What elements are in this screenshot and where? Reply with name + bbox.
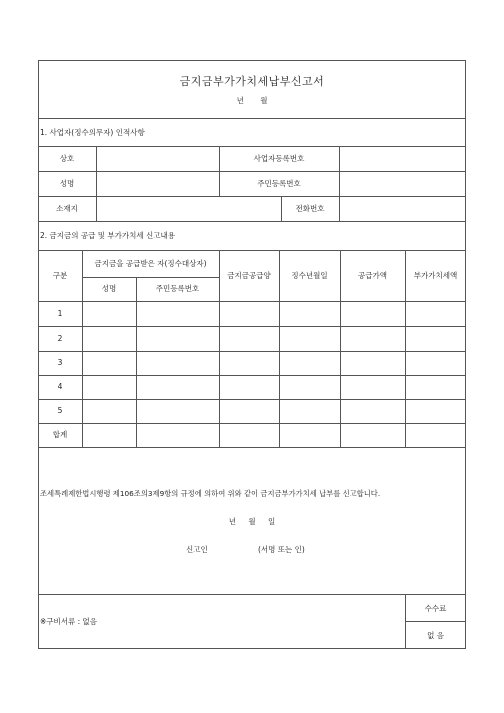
divider <box>38 375 466 376</box>
recipient-group-header: 금지금을 공급받은 자(징수대상자) <box>94 259 207 268</box>
section2-heading: 2. 금지금의 공급 및 부가가치세 신고내용 <box>40 231 175 240</box>
divider <box>82 277 219 278</box>
divider <box>38 250 466 251</box>
divider <box>38 447 466 448</box>
declarant-label: 신고인 <box>186 545 208 554</box>
phone-label: 전화번호 <box>295 204 325 213</box>
address-label: 소재지 <box>56 204 78 213</box>
declaration-statement: 조세특례제한법시행령 제106조의3제9항의 규정에 의하여 위와 같이 금지금부가가치세 납부를 신고합니다. <box>40 489 381 498</box>
divider <box>38 423 466 424</box>
business-no-label: 사업자등록번호 <box>253 154 305 163</box>
supply-value-header: 공급가액 <box>358 271 387 280</box>
section1-heading: 1. 사업자(징수의무자) 인적사항 <box>40 128 145 137</box>
row-number: 2 <box>57 334 63 343</box>
recipient-resident-no-header: 주민등록번호 <box>155 284 200 293</box>
category-header: 구분 <box>52 271 68 280</box>
row-number: 1 <box>57 309 63 318</box>
business-no-field[interactable] <box>340 147 465 170</box>
name-label: 성명 <box>59 179 75 188</box>
divider <box>38 221 466 222</box>
divider <box>136 277 137 447</box>
name-field[interactable] <box>97 172 218 195</box>
divider <box>38 326 466 327</box>
address-field[interactable] <box>97 197 280 220</box>
declaration-date: 년 월 일 <box>228 517 276 526</box>
row-number: 5 <box>57 406 63 415</box>
fee-value: 없 음 <box>427 631 444 640</box>
supply-amount-header: 금지금공급양 <box>227 271 271 280</box>
row-number: 4 <box>57 382 63 391</box>
vat-header: 부가가치세액 <box>413 271 458 280</box>
divider <box>38 399 466 400</box>
recipient-name-header: 성명 <box>101 284 117 293</box>
company-field[interactable] <box>97 147 218 170</box>
attachments-note: ※구비서류 : 없음 <box>40 617 98 626</box>
resident-no-field[interactable] <box>340 172 465 195</box>
date-line: 년 월 <box>236 96 268 105</box>
divider <box>405 621 466 622</box>
collect-date-header: 징수년월일 <box>291 271 328 280</box>
phone-field[interactable] <box>340 197 465 220</box>
total-label: 합계 <box>52 430 68 439</box>
resident-no-label: 주민등록번호 <box>257 179 301 188</box>
divider <box>82 250 83 447</box>
company-label: 상호 <box>59 154 75 163</box>
sign-note: (서명 또는 인) <box>258 545 305 554</box>
divider <box>38 301 466 302</box>
form-title: 금지금부가가치세납부신고서 <box>179 75 325 88</box>
divider <box>38 118 466 119</box>
divider <box>38 594 466 595</box>
row-number: 3 <box>57 358 63 367</box>
divider <box>38 351 466 352</box>
fee-label: 수수료 <box>424 604 447 613</box>
